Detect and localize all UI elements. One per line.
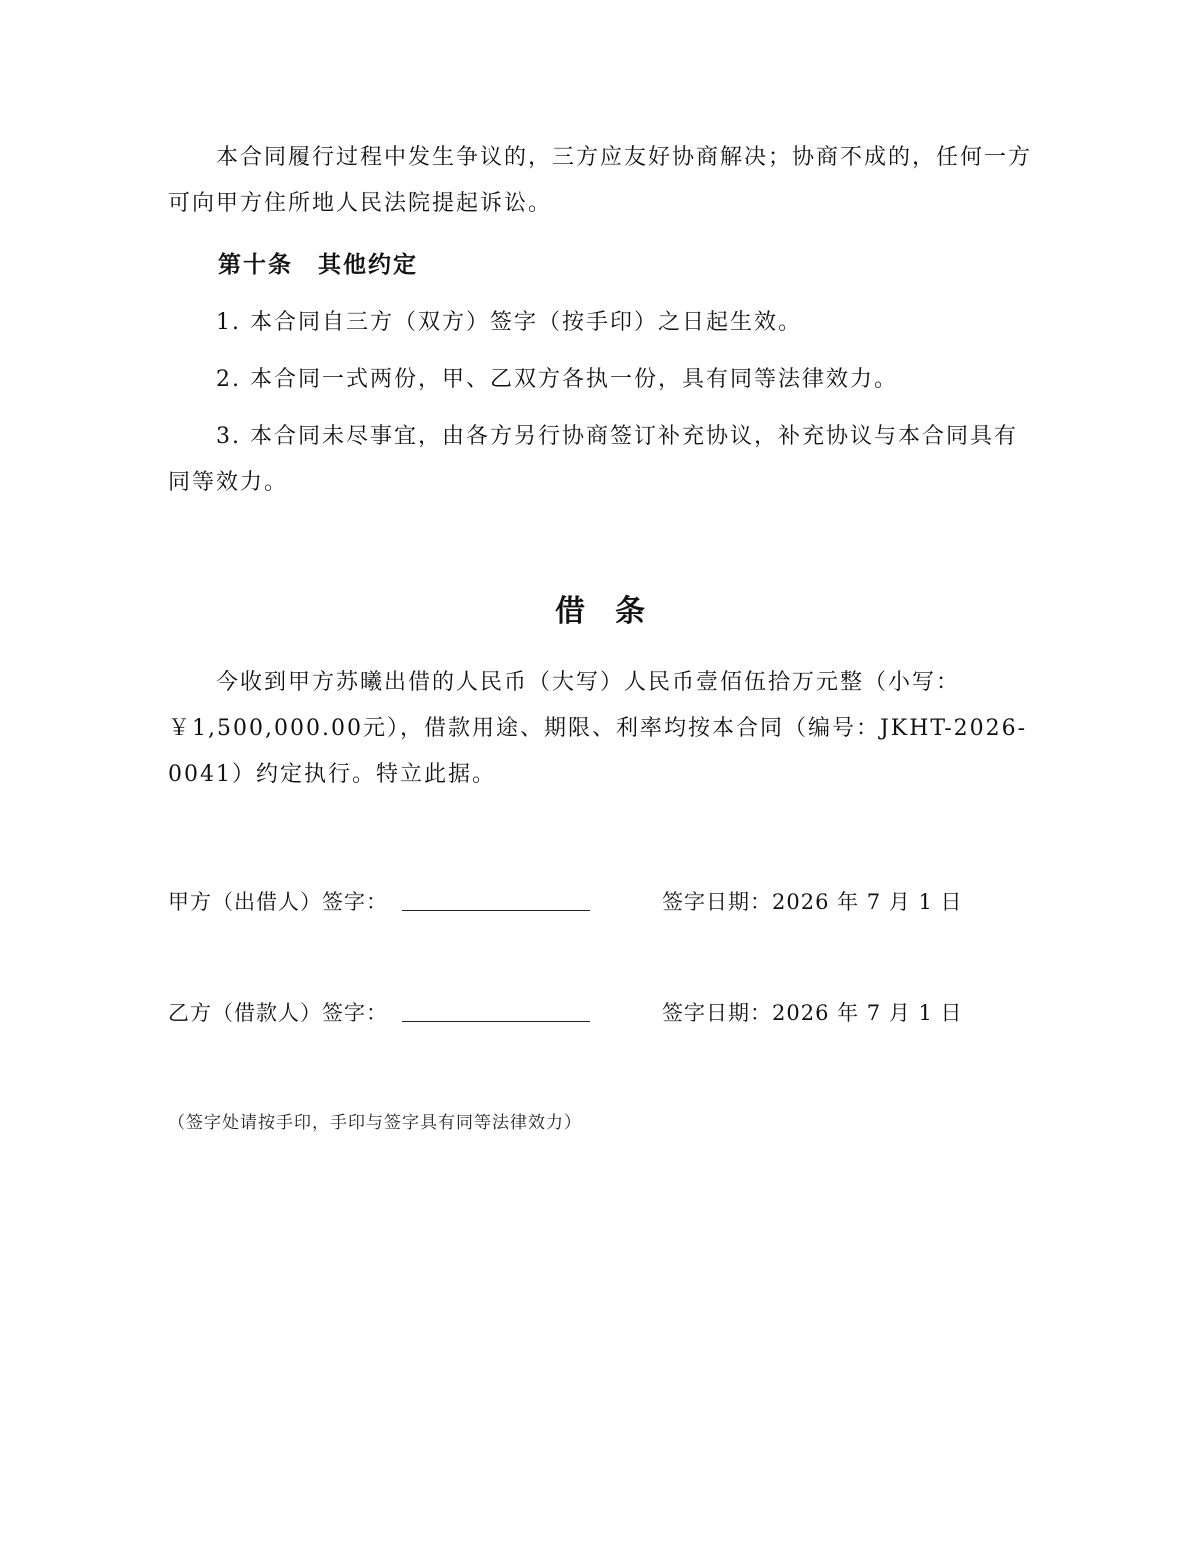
thumbprint-footnote: （签字处请按手印，手印与签字具有同等法律效力） (168, 1113, 582, 1133)
lender-signature-row (168, 886, 1032, 926)
lender-signature-line[interactable] (402, 910, 590, 911)
lender-signature-label: 甲方（出借人）签字： (168, 890, 388, 914)
clause-3: 3. 本合同未尽事宜，由各方另行协商签订补充协议，补充协议与本合同具有同等效力。 (168, 424, 1018, 495)
borrower-signature-date: 签字日期：2026 年 7 月 1 日 (662, 1001, 963, 1025)
article-ten-heading: 第十条 其他约定 (218, 251, 418, 278)
dispute-resolution-paragraph: 本合同履行过程中发生争议的，三方应友好协商解决；协商不成的，任何一方可向甲方住所地人民法院提起诉讼。 (168, 145, 1033, 216)
borrower-signature-label: 乙方（借款人）签字： (168, 1001, 388, 1025)
clause-2: 2. 本合同一式两份，甲、乙双方各执一份，具有同等法律效力。 (216, 367, 898, 392)
lender-signature-date: 签字日期：2026 年 7 月 1 日 (662, 890, 963, 914)
borrower-signature-line[interactable] (402, 1021, 590, 1022)
clause-1: 1. 本合同自三方（双方）签字（按手印）之日起生效。 (216, 310, 802, 335)
receipt-title: 借 条 (555, 594, 645, 629)
borrower-signature-row (168, 997, 1032, 1037)
receipt-body: 今收到甲方苏曦出借的人民币（大写）人民币壹佰伍拾万元整（小写：￥1,500,000.00元），借款用途、期限、利率均按本合同（编号：JKHT-2026-0041）约定执行。特立此据。 (168, 670, 1028, 787)
